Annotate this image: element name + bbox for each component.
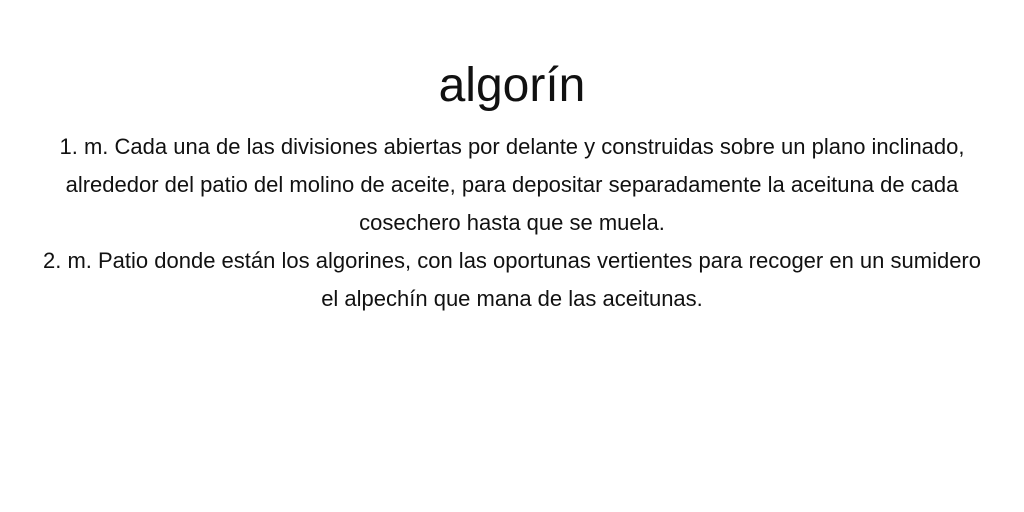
sense-2: 2. m. Patio donde están los algorines, con las oportunas vertientes para recoger en un sumidero el alpechín que mana de las aceitunas. [43, 248, 981, 311]
sense-1: 1. m. Cada una de las divisiones abiertas por delante y construidas sobre un plano inclinado, alrededor del patio del molino de aceite, para depositar separadamente la aceituna de cada cosechero hasta que se muela. [59, 134, 965, 235]
headword: algorín [438, 59, 586, 112]
definition-block [40, 128, 984, 318]
